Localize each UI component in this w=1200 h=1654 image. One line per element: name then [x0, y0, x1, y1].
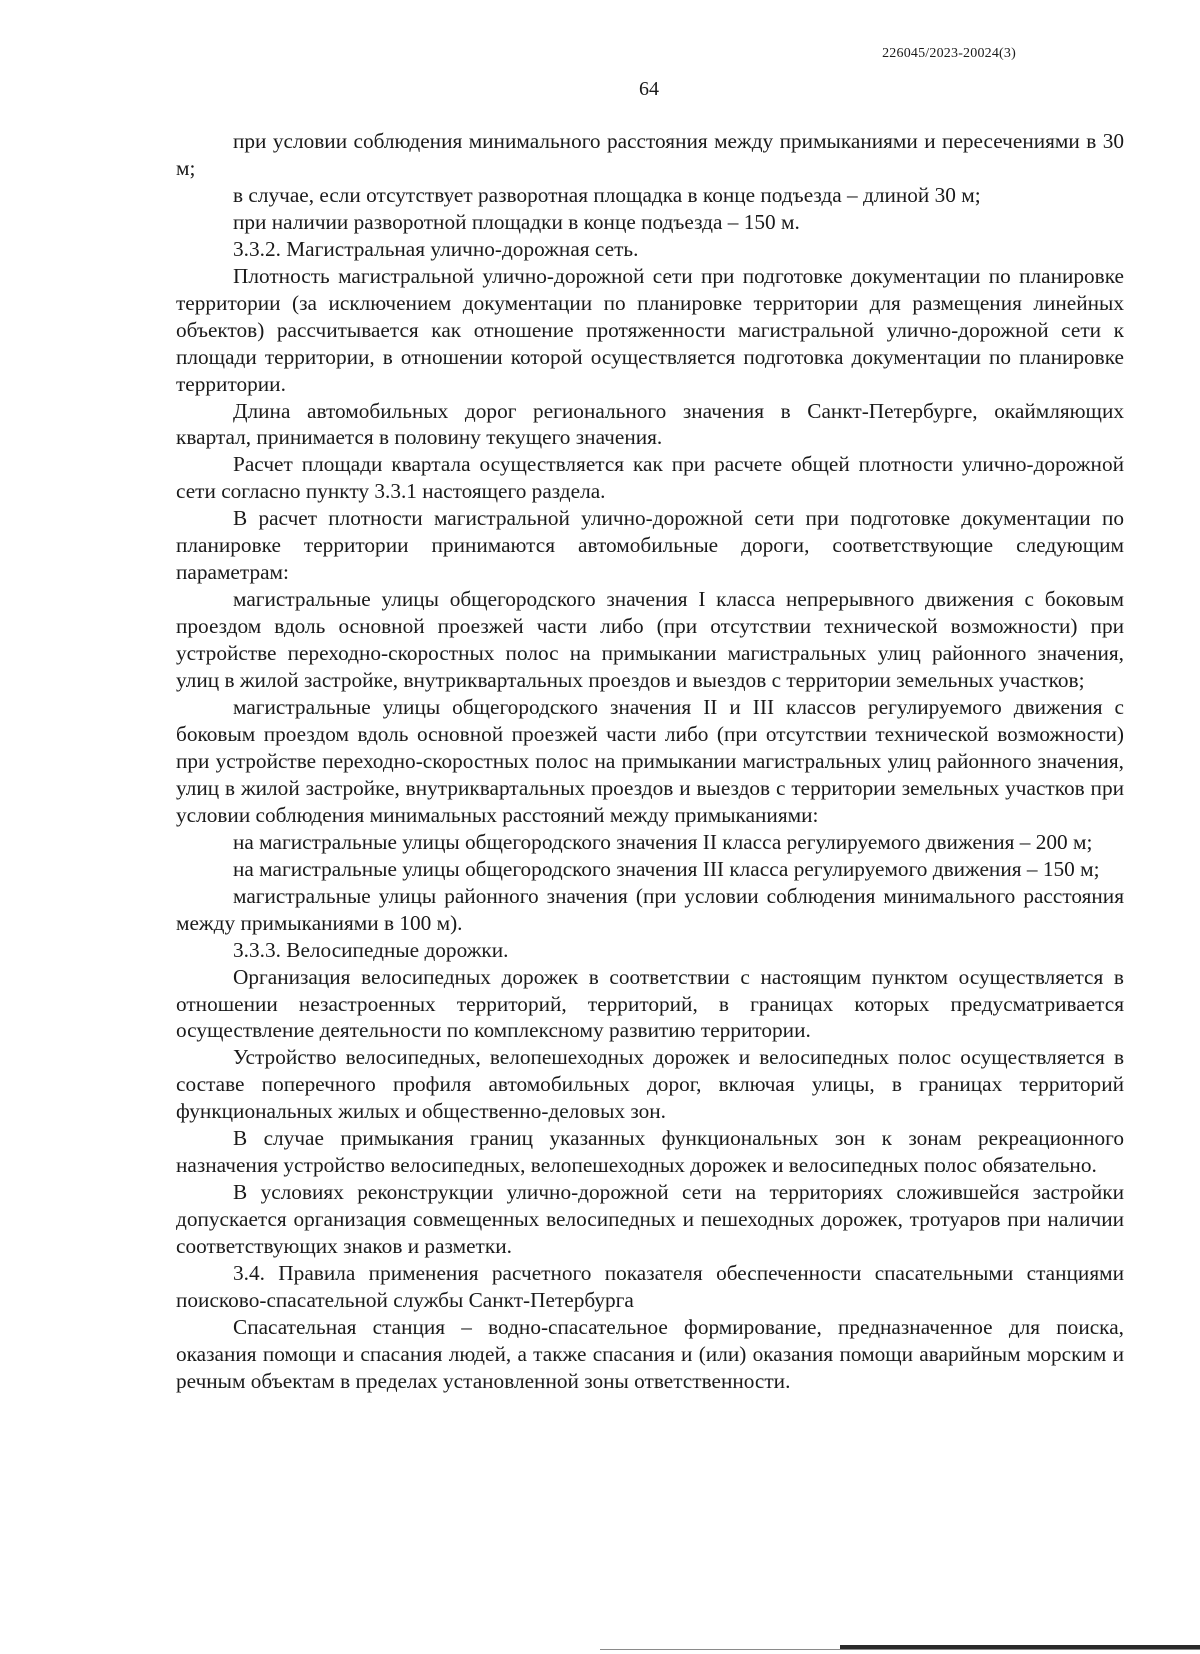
paragraph: В расчет плотности магистральной улично-дорожной сети при подготовке документации по планировке территории принимаются автомобильные дороги, соответствующие следующим параметрам:	[176, 506, 1124, 585]
list-paragraph: на магистральные улицы общегородского значения III класса регулируемого движения – 150 м;	[233, 856, 1100, 881]
paragraph: при наличии разворотной площадки в конце подъезда – 150 м.	[233, 209, 800, 234]
paragraph: Устройство велосипедных, велопешеходных дорожек и велосипедных полос осуществляется в составе поперечного профиля автомобильных дорог, включая улицы, в границах территорий функциональных жилых и общественно-деловых зон.	[176, 1045, 1124, 1124]
section-heading: 3.3.3. Велосипедные дорожки.	[233, 937, 509, 962]
section-heading: 3.4. Правила применения расчетного показателя обеспеченности спасательными станциями поисково-спасательной службы Санкт-Петербурга	[176, 1261, 1124, 1312]
document-body	[176, 128, 1124, 1395]
page-number: 64	[639, 78, 659, 100]
scan-bottom-edge-thin	[600, 1649, 1200, 1650]
list-paragraph: магистральные улицы общегородского значения II и III классов регулируемого движения с боковым проездом вдоль основной проезжей части либо (при отсутствии технической возможности) при устройстве переходно-скоростных полос на примыкании магистральных улиц районного значения, улиц в жилой застройке, внутриквартальных проездов и выездов с территории земельных участков при условии соблюдения минимальных расстояний между примыканиями:	[176, 695, 1124, 827]
paragraph: Длина автомобильных дорог регионального значения в Санкт-Петербурге, окаймляющих квартал, принимается в половину текущего значения.	[176, 398, 1124, 450]
paragraph: В случае примыкания границ указанных функциональных зон к зонам рекреационного назначения устройство велосипедных, велопешеходных дорожек и велосипедных полос обязательно.	[176, 1126, 1124, 1178]
paragraph: Спасательная станция – водно-спасательное формирование, предназначенное для поиска, оказания помощи и спасания людей, а также спасания и (или) оказания помощи аварийным морским и речным объектам в пределах установленной зоны ответственности.	[176, 1314, 1124, 1393]
paragraph: Организация велосипедных дорожек в соответствии с настоящим пунктом осуществляется в отношении незастроенных территорий, территорий, в границах которых предусматривается осуществление деятельности по комплексному развитию территории.	[176, 964, 1124, 1043]
paragraph: Плотность магистральной улично-дорожной сети при подготовке документации по планировке территории (за исключением документации по планировке территории для размещения линейных объектов) рассчитывается как отношение протяженности магистральной улично-дорожной сети к площади территории, в отношении которой осуществляется подготовка документации по планировке территории.	[176, 263, 1124, 396]
paragraph: Расчет площади квартала осуществляется как при расчете общей плотности улично-дорожной сети согласно пункту 3.3.1 настоящего раздела.	[176, 452, 1124, 504]
paragraph: в случае, если отсутствует разворотная площадка в конце подъезда – длиной 30 м;	[233, 182, 981, 207]
paragraph: при условии соблюдения минимального расстояния между примыканиями и пересечениями в 30 м;	[176, 129, 1124, 180]
list-paragraph: магистральные улицы общегородского значения I класса непрерывного движения с боковым проездом вдоль основной проезжей части либо (при отсутствии технической возможности) при устройстве переходно-скоростных полос на примыкании магистральных улиц районного значения, улиц в жилой застройке, внутриквартальных проездов и выездов с территории земельных участков;	[176, 587, 1124, 693]
paragraph: В условиях реконструкции улично-дорожной сети на территориях сложившейся застройки допускается организация совмещенных велосипедных и пешеходных дорожек, тротуаров при наличии соответствующих знаков и разметки.	[176, 1180, 1124, 1259]
list-paragraph: магистральные улицы районного значения (при условии соблюдения минимального расстояния между примыканиями в 100 м).	[176, 883, 1124, 935]
section-heading: 3.3.2. Магистральная улично-дорожная сеть.	[233, 236, 639, 261]
document-registration-number: 226045/2023-20024(3)	[882, 46, 1016, 61]
list-paragraph: на магистральные улицы общегородского значения II класса регулируемого движения – 200 м;	[233, 829, 1093, 854]
